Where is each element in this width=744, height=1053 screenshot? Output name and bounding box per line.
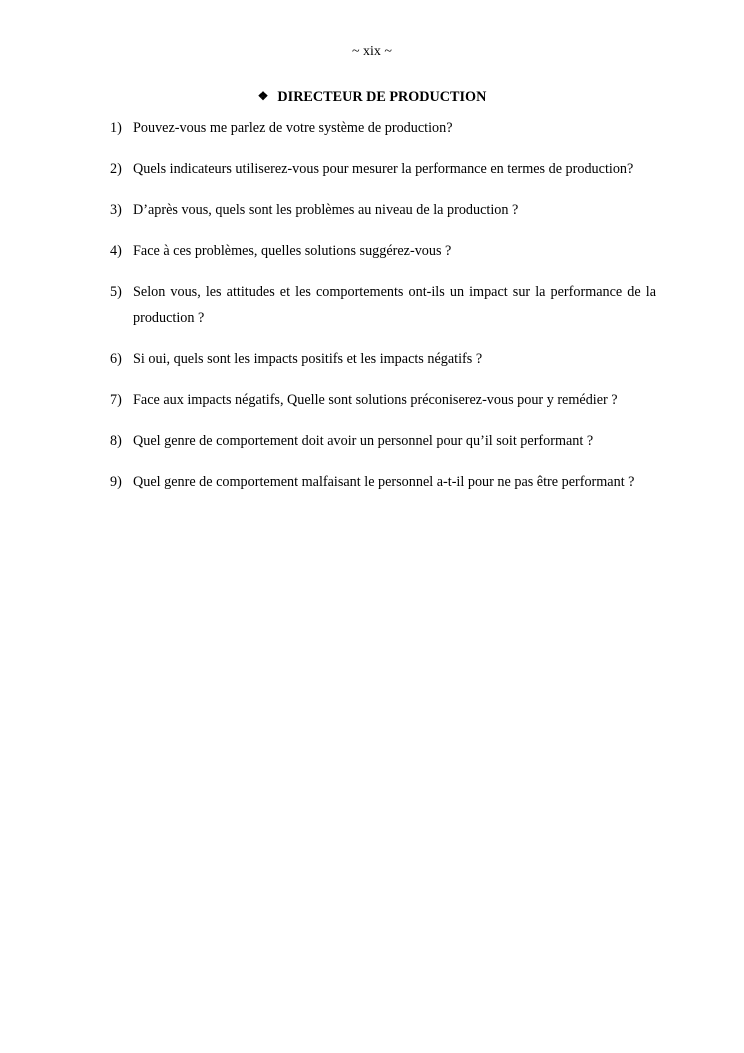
question-item: [110, 346, 656, 372]
question-number: 6): [110, 351, 122, 367]
question-item: [110, 279, 656, 331]
question-item: [110, 238, 656, 264]
question-list: [110, 115, 656, 510]
question-number: 2): [110, 161, 122, 177]
question-item: [110, 156, 656, 182]
question-number: 8): [110, 433, 122, 449]
question-number: 3): [110, 202, 122, 218]
question-number: 1): [110, 120, 122, 136]
question-text: Face à ces problèmes, quelles solutions suggérez-vous ?: [133, 243, 452, 259]
section-heading: [0, 89, 744, 106]
question-number: 9): [110, 474, 122, 490]
question-text: Face aux impacts négatifs, Quelle sont solutions préconiserez-vous pour y remédier ?: [133, 392, 618, 408]
question-text: Pouvez-vous me parlez de votre système de production?: [133, 120, 453, 136]
question-text: Quel genre de comportement malfaisant le personnel a-t-il pour ne pas être performant ?: [133, 474, 635, 490]
question-number: 5): [110, 284, 122, 300]
diamond-bullet-icon: ❖: [257, 89, 269, 103]
question-number: 7): [110, 392, 122, 408]
question-item: [110, 387, 656, 413]
question-text: Selon vous, les attitudes et les comportements ont-ils un impact sur la performance de la production ?: [133, 284, 656, 326]
question-item: [110, 428, 656, 454]
question-text: Si oui, quels sont les impacts positifs et les impacts négatifs ?: [133, 351, 483, 367]
question-number: 4): [110, 243, 122, 259]
page-number: ~ xix ~: [351, 44, 393, 59]
question-item: [110, 115, 656, 141]
question-item: [110, 197, 656, 223]
section-title: DIRECTEUR DE PRODUCTION: [277, 89, 487, 105]
question-text: D’après vous, quels sont les problèmes au niveau de la production ?: [133, 202, 519, 218]
question-text: Quel genre de comportement doit avoir un personnel pour qu’il soit performant ?: [133, 433, 594, 449]
question-text: Quels indicateurs utiliserez-vous pour mesurer la performance en termes de production?: [133, 161, 634, 177]
question-item: [110, 469, 656, 495]
